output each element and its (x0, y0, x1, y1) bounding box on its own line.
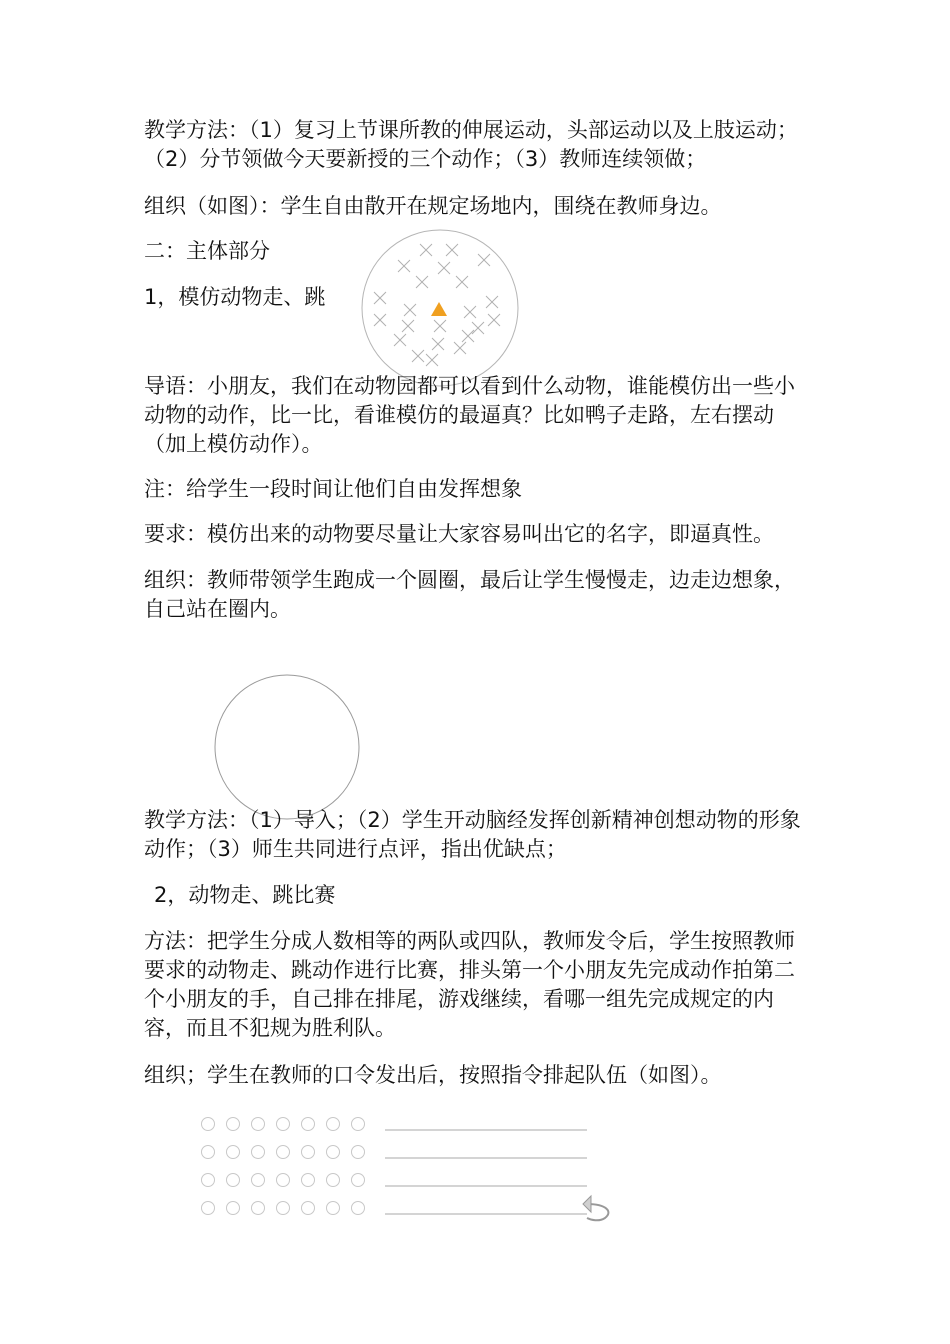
queue-member-circle-icon (252, 1202, 265, 1215)
student-cross-icon (486, 296, 498, 308)
queue-member-circle-icon (352, 1118, 365, 1131)
queue-member-circle-icon (352, 1202, 365, 1215)
student-cross-icon (374, 292, 386, 304)
student-cross-icon (446, 244, 458, 256)
student-cross-icon (472, 322, 484, 334)
queue-member-circle-icon (302, 1118, 315, 1131)
formation-diagram-circle (213, 673, 361, 821)
queue-member-circle-icon (252, 1146, 265, 1159)
queue-member-circle-icon (227, 1118, 240, 1131)
student-cross-icon (454, 342, 466, 354)
queue-member-circle-icon (302, 1202, 315, 1215)
student-cross-icon (438, 262, 450, 274)
queue-member-circle-icon (227, 1146, 240, 1159)
teacher-triangle-icon (431, 302, 447, 316)
queue-member-circle-icon (302, 1174, 315, 1187)
paragraph-organization-2: 组织：教师带领学生跑成一个圆圈，最后让学生慢慢走，边走边想象，自己站在圈内。 (144, 568, 795, 621)
student-cross-icon (488, 314, 500, 326)
queue-member-circle-icon (327, 1146, 340, 1159)
formation-diagram-scatter (360, 228, 520, 388)
student-cross-icon (394, 334, 406, 346)
queue-member-circle-icon (202, 1118, 215, 1131)
paragraph-organization-1: 组织（如图）：学生自由散开在规定场地内，围绕在教师身边。 (144, 194, 722, 218)
queue-member-circle-icon (277, 1202, 290, 1215)
queue-member-circle-icon (327, 1118, 340, 1131)
paragraph-race-method: 方法：把学生分成人数相等的两队或四队，教师发令后，学生按照教师要求的动物走、跳动作进行比赛，排头第一个小朋友先完成动作拍第二个小朋友的手，自己排在排尾，游戏继续，看哪一组先完成规定的内容，而且不犯规为胜利队。 (144, 929, 795, 1040)
student-cross-icon (462, 330, 474, 342)
student-cross-icon (478, 254, 490, 266)
student-cross-icon (464, 306, 476, 318)
queue-member-circle-icon (202, 1146, 215, 1159)
student-cross-icon (432, 338, 444, 350)
queue-member-circle-icon (327, 1174, 340, 1187)
student-cross-icon (374, 314, 386, 326)
student-cross-icon (404, 304, 416, 316)
paragraph-note: 注：给学生一段时间让他们自由发挥想象 (144, 477, 522, 501)
queue-member-circle-icon (227, 1202, 240, 1215)
queue-member-circle-icon (327, 1202, 340, 1215)
student-cross-icon (402, 320, 414, 332)
student-cross-icon (398, 260, 410, 272)
subheading-race: 2，动物走、跳比赛 (154, 883, 336, 907)
queue-member-circle-icon (302, 1146, 315, 1159)
student-cross-icon (420, 244, 432, 256)
queue-member-circle-icon (227, 1174, 240, 1187)
queue-member-circle-icon (277, 1118, 290, 1131)
student-cross-icon (456, 276, 468, 288)
queue-member-circle-icon (277, 1146, 290, 1159)
queue-member-circle-icon (202, 1174, 215, 1187)
student-cross-icon (434, 320, 446, 332)
queue-member-circle-icon (202, 1202, 215, 1215)
queue-member-circle-icon (252, 1174, 265, 1187)
student-cross-icon (416, 276, 428, 288)
queue-member-circle-icon (252, 1118, 265, 1131)
queue-member-circle-icon (277, 1174, 290, 1187)
student-cross-icon (412, 350, 424, 362)
paragraph-requirement: 要求：模仿出来的动物要尽量让大家容易叫出它的名字，即逼真性。 (144, 522, 774, 546)
paragraph-intro: 导语：小朋友，我们在动物园都可以看到什么动物，谁能模仿出一些小动物的动作，比一比，看谁模仿的最逼真？比如鸭子走路，左右摆动（加上模仿动作）。 (144, 374, 795, 456)
queue-member-circle-icon (352, 1146, 365, 1159)
paragraph-method-1: 教学方法：（1）复习上节课所教的伸展运动，头部运动以及上肢运动；（2）分节领做今天要新授的三个动作；（3）教师连续领做； (144, 118, 798, 171)
paragraph-organization-3: 组织；学生在教师的口令发出后，按照指令排起队伍（如图）。 (144, 1063, 722, 1087)
section-heading-main: 二：主体部分 (144, 239, 270, 263)
subheading-imitate-animals: 1，模仿动物走、跳 (144, 285, 326, 309)
formation-diagram-queues (195, 1112, 625, 1222)
paragraph-method-2: 教学方法：（1）导入；（2）学生开动脑经发挥创新精神创想动物的形象动作；（3）师生共同进行点评，指出优缺点； (144, 808, 801, 861)
student-cross-icon (426, 354, 438, 366)
queue-member-circle-icon (352, 1174, 365, 1187)
